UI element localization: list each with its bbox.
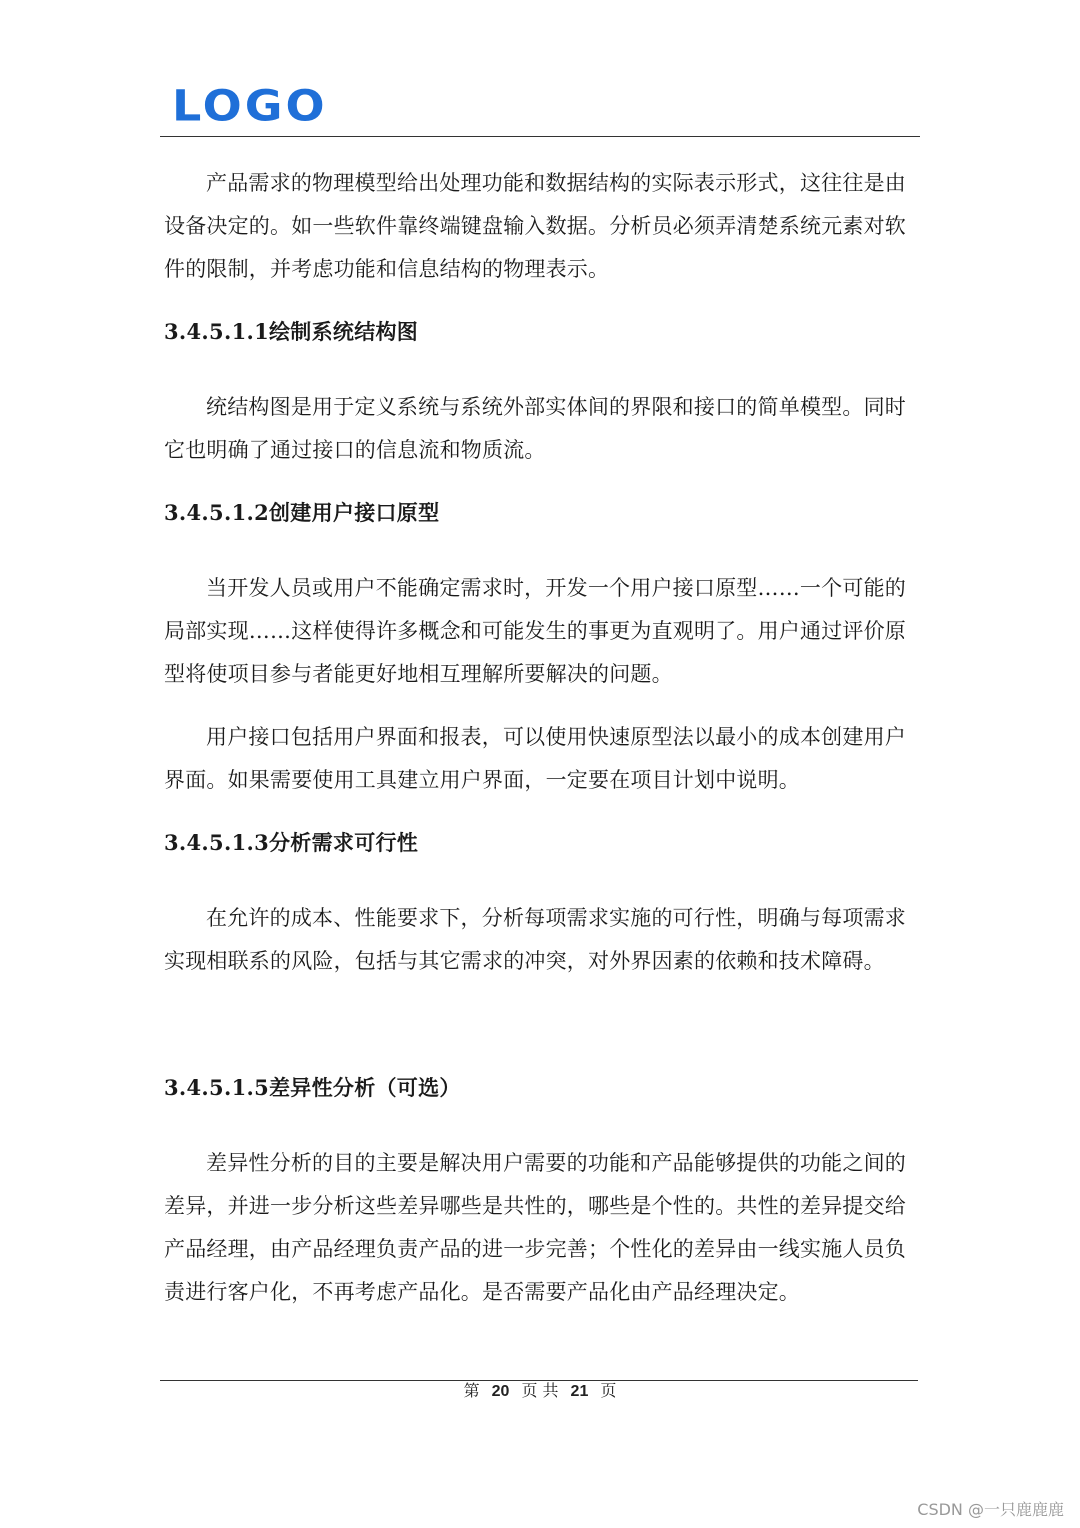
logo — [172, 81, 328, 131]
header-divider — [160, 136, 920, 137]
logo-text: LOGO — [172, 81, 328, 131]
paragraph-feasibility: 在允许的成本、性能要求下，分析每项需求实施的可行性，明确与每项需求实现相联系的风险，包括与其它需求的冲突，对外界因素的依赖和技术障碍。 — [164, 906, 906, 973]
total-page-count: 21 — [570, 1383, 589, 1400]
current-page-number: 20 — [491, 1383, 510, 1400]
paragraph-ui-prototype: 当开发人员或用户不能确定需求时，开发一个用户接口原型……一个可能的局部实现……这样使得许多概念和可能发生的事更为直观明了。用户通过评价原型将使项目参与者能更好地相互理解所要解决的问题。 — [164, 576, 906, 686]
footer-middle: 页 共 — [521, 1381, 559, 1400]
footer-suffix: 页 — [600, 1381, 617, 1400]
footer-prefix: 第 — [463, 1381, 480, 1400]
heading-ui-prototype: 3.4.5.1.2创建用户接口原型 — [164, 500, 440, 525]
document-body — [164, 162, 906, 1314]
page-footer — [0, 1380, 1080, 1403]
heading-gap-analysis: 3.4.5.1.5差异性分析（可选） — [164, 1075, 461, 1100]
paragraph-gap-analysis: 差异性分析的目的主要是解决用户需要的功能和产品能够提供的功能之间的差异，并进一步分析这些差异哪些是共性的，哪些是个性的。共性的差异提交给产品经理，由产品经理负责产品的进一步完善；个性化的差异由一线实施人员负责进行客户化，不再考虑产品化。是否需要产品化由产品经理决定。 — [164, 1151, 906, 1304]
heading-feasibility: 3.4.5.1.3分析需求可行性 — [164, 830, 419, 855]
watermark: CSDN @一只鹿鹿鹿 — [917, 1500, 1064, 1519]
paragraph-ui-reports: 用户接口包括用户界面和报表，可以使用快速原型法以最小的成本创建用户界面。如果需要使用工具建立用户界面，一定要在项目计划中说明。 — [164, 725, 906, 792]
paragraph-physical-model: 产品需求的物理模型给出处理功能和数据结构的实际表示形式，这往往是由设备决定的。如一些软件靠终端键盘输入数据。分析员必须弄清楚系统元素对软件的限制，并考虑功能和信息结构的物理表示。 — [164, 171, 906, 281]
heading-system-structure: 3.4.5.1.1绘制系统结构图 — [164, 319, 419, 344]
paragraph-system-structure: 统结构图是用于定义系统与系统外部实体间的界限和接口的简单模型。同时它也明确了通过接口的信息流和物质流。 — [164, 395, 906, 462]
